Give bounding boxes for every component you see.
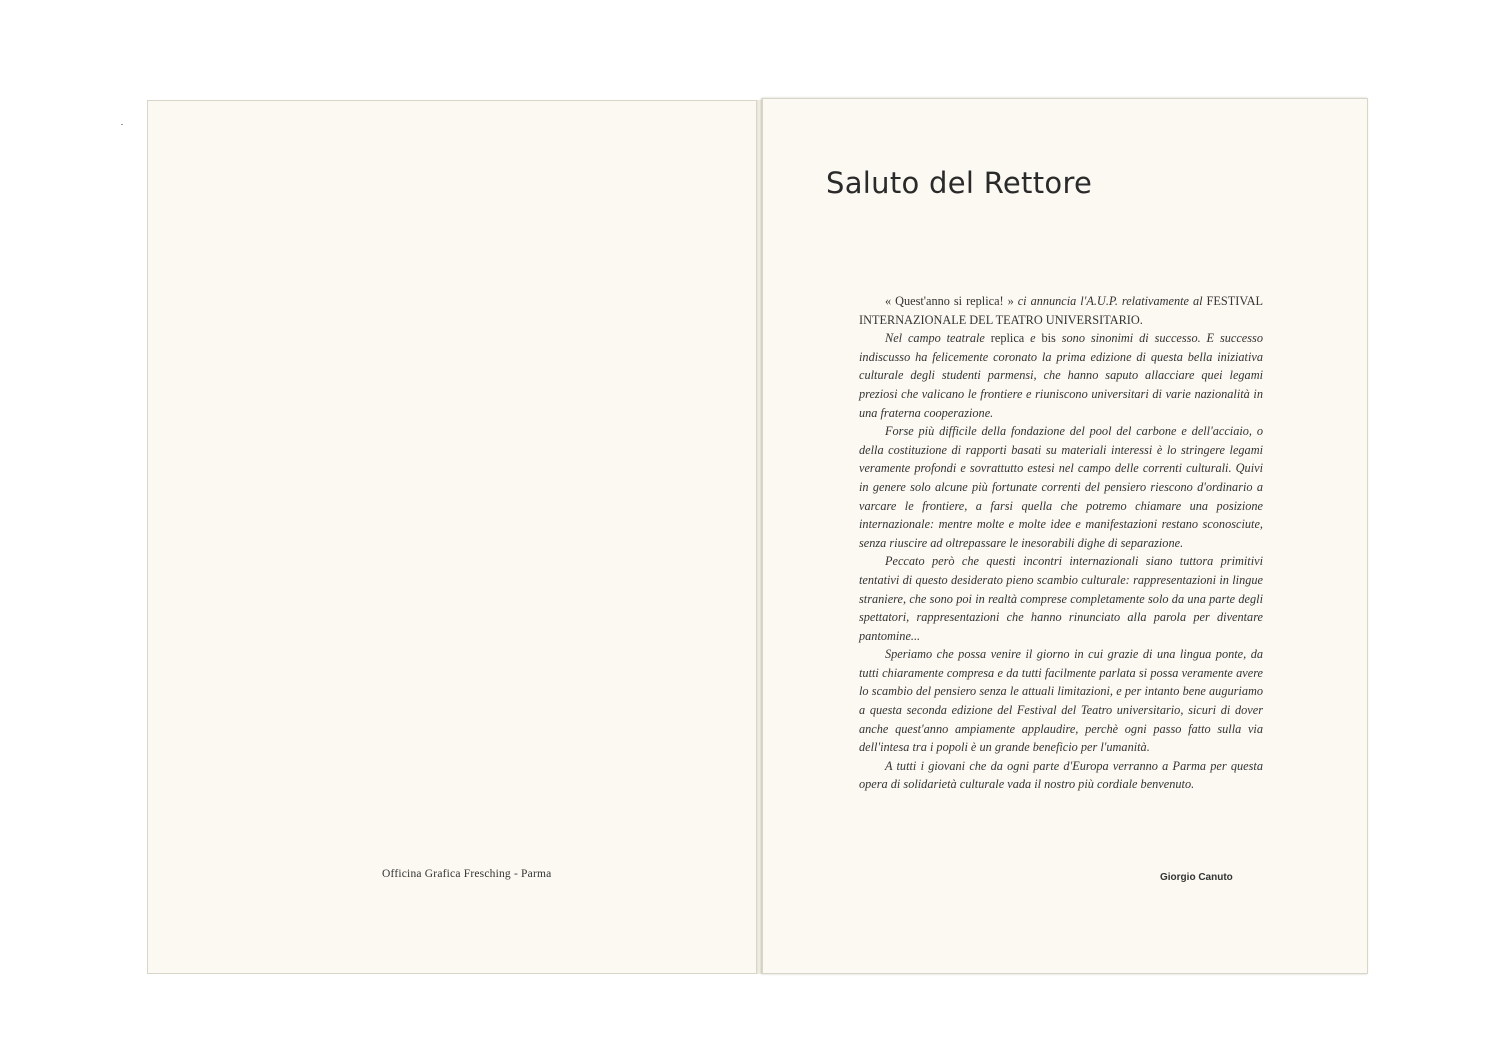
- festival-name: FESTIVAL INTERNAZIONALE DEL TEATRO UNIVERSITARIO.: [859, 294, 1264, 327]
- page-title: Saluto del Rettore: [826, 166, 1093, 200]
- signature: Giorgio Canuto: [1160, 872, 1233, 883]
- left-page: [147, 100, 757, 974]
- intro-paragraph: [859, 292, 1263, 329]
- intro-announce: ci annuncia l'A.U.P. relativamente al: [1013, 294, 1207, 308]
- p1-part-a: Nel campo teatrale: [885, 331, 991, 346]
- letter-body: [859, 292, 1263, 794]
- p1-word-bis: bis: [1041, 331, 1056, 346]
- intro-quote: « Quest'anno si replica! »: [885, 294, 1014, 308]
- paragraph-2: Forse più difficile della fondazione del pool del carbone e dell'acciaio, o della costituzione di rapporti basati su materiali interessi è lo stringere legami veramente profondi e sovrattutto estesi nel campo delle correnti culturali. Quivi in genere solo alcune più fortunate correnti del pensiero riescono d'ordinario a varcare le frontiere, a farsi quella che potremo chiamare una posizione internazionale: mentre molte e molte idee e manifestazioni restano sconosciute, senza riuscire ad oltrepassare le inesorabili dighe di separazione.: [859, 424, 1263, 550]
- paragraph-4: Speriamo che possa venire il giorno in cui grazie di una lingua ponte, da tutti chiaramente compresa e da tutti facilmente parlata si possa veramente avere lo scambio del pensiero senza le attuali limitazioni, e per intanto bene auguriamo a questa seconda edizione del Festival del Teatro universitario, sicuri di dover anche quest'anno ampiamente applaudire, perchè ogni passo fatto sulla via dell'intesa tra i popoli è un grande beneficio per l'umanità.: [859, 647, 1263, 755]
- scan-speck: [121, 124, 123, 125]
- printer-imprint: Officina Grafica Fresching - Parma: [382, 868, 552, 880]
- paragraph-5: A tutti i giovani che da ogni parte d'Europa verranno a Parma per questa opera di solidarietà culturale vada il nostro più cordiale benvenuto.: [859, 758, 1263, 792]
- p1-part-c: e: [1024, 331, 1042, 346]
- paragraph-1: [859, 329, 1263, 422]
- p1-part-e: sono sinonimi di successo. E successo indiscusso ha felicemente coronato la prima edizione di questa bella iniziativa culturale degli studenti parmensi, che hanno saputo allacciare quei legami preziosi che valicano le frontiere e riuniscono universitari di varie nazionalità in una fraterna cooperazione.: [859, 331, 1263, 420]
- p1-word-replica: replica: [990, 331, 1025, 346]
- paragraph-3: Peccato però che questi incontri internazionali siano tuttora primitivi tentativi di questo desiderato pieno scambio culturale: rappresentazioni in lingue straniere, che sono poi in realtà comprese completamente solo da una parte degli spettatori, rappresentazioni che hanno rinunciato alla parola per diventare pantomine...: [859, 554, 1263, 643]
